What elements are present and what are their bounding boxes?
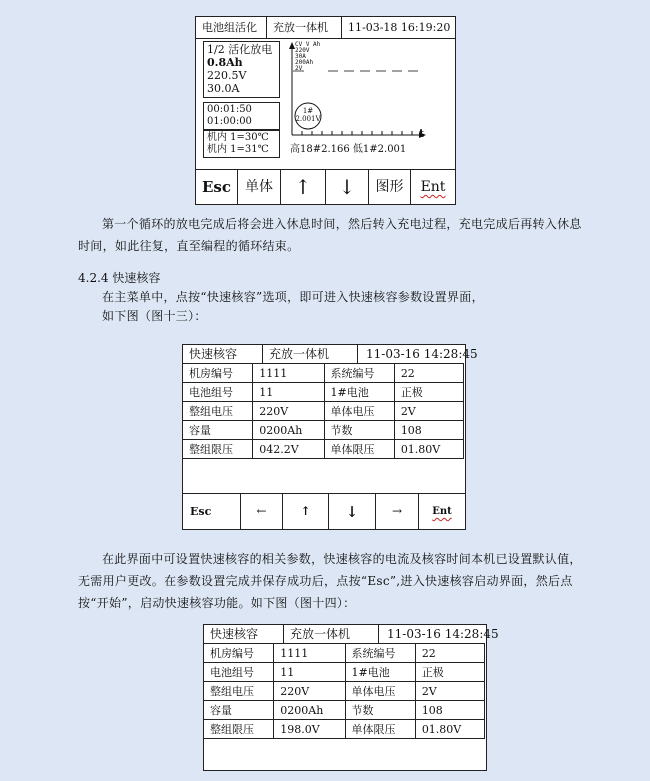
fig12-graph-button[interactable]: 图形 [369, 170, 411, 205]
fig12-time-box [203, 102, 280, 130]
fig12-temp-1: 机内 1=30℃ [207, 132, 269, 143]
fig12-temp-2: 机内 1=31℃ [207, 144, 269, 155]
chart-footer: 高18#2.166 低1#2.001 [290, 144, 407, 155]
fig12-datetime: 11-03-18 16:19:20 [348, 21, 451, 34]
chart-cell-badge [295, 107, 321, 123]
fig13-device-name: 充放一体机 [269, 347, 330, 361]
fig13-capacity-label-2: 节数 [324, 421, 394, 440]
fig14-group-limit-value-1[interactable]: 198.0V [274, 720, 345, 739]
fig13-row-capacity [183, 421, 464, 440]
figure-14-screen [203, 624, 499, 771]
chart-y-labels [295, 42, 320, 72]
fig14-mode-title: 快速核容 [210, 627, 259, 641]
fig12-mode-title: 电池组活化 [196, 17, 267, 38]
fig13-button-bar [183, 493, 465, 530]
chart-cell-badge-id: 1# [302, 107, 314, 115]
fig13-group-limit-value-3[interactable]: 01.80V [394, 440, 463, 459]
fig14-battery-group-value-3[interactable]: 正极 [415, 663, 484, 682]
fig14-row-group-voltage [204, 682, 485, 701]
fig13-room-no-value-1[interactable]: 1111 [253, 364, 324, 383]
fig14-room-no-label-2: 系统编号 [345, 644, 415, 663]
fig13-row-group-limit [183, 440, 464, 459]
paragraph-cycle-description: 第一个循环的放电完成后将会进入休息时间，然后转入充电过程，充电完成后再转入休息时间，如此往复，直至编程的循环结束。 [78, 217, 582, 253]
fig14-group-limit-value-3[interactable]: 01.80V [415, 720, 484, 739]
fig14-capacity-value-1[interactable]: 0200Ah [274, 701, 345, 720]
fig13-left-button[interactable]: ← [241, 494, 283, 530]
fig12-esc-button[interactable]: Esc [196, 170, 238, 205]
paragraph-param-setup: 在此界面中可设置快速核容的相关参数，快速核容的电流及核容时间本机已设置默认值，无需用户更改。在参数设置完成并保存成功后，点按“Esc”,进入快速核容启动界面，然后点按“开始”，启动快速核容功能。如下图（图十四）： [78, 552, 582, 610]
fig14-group-voltage-value-1[interactable]: 220V [274, 682, 345, 701]
fig12-header [196, 17, 455, 39]
chart-cell-badge-voltage: 2.001V [295, 115, 321, 123]
fig13-battery-group-label-0: 电池组号 [183, 383, 253, 402]
fig12-ent-label: Ent [420, 179, 446, 195]
fig14-row-capacity [204, 701, 485, 720]
fig13-ent-label: Ent [432, 506, 452, 517]
fig12-up-button[interactable]: ↑ [281, 170, 326, 205]
chart-y-label-capacity: 200Ah [295, 59, 314, 66]
fig13-group-voltage-value-3[interactable]: 2V [394, 402, 463, 421]
paragraph-fast-capacity-intro: 在主菜单中，点按“快速核容”选项，即可进入快速核容参数设置界面， [102, 290, 484, 304]
fig13-right-button[interactable]: → [376, 494, 419, 530]
section-heading: 4.2.4 快速核容 [78, 271, 161, 285]
fig14-battery-group-label-0: 电池组号 [204, 663, 274, 682]
fig13-up-button[interactable]: ↑ [283, 494, 329, 530]
fig13-room-no-label-2: 系统编号 [324, 364, 394, 383]
fig14-room-no-value-1[interactable]: 1111 [274, 644, 345, 663]
fig12-status-box [203, 41, 280, 98]
fig14-param-table [203, 643, 485, 739]
fig14-room-no-value-3[interactable]: 22 [415, 644, 484, 663]
fig13-group-voltage-label-0: 整组电压 [183, 402, 253, 421]
fig13-room-no-value-3[interactable]: 22 [394, 364, 463, 383]
fig14-header [204, 625, 499, 643]
fig14-row-group-limit [204, 720, 485, 739]
fig12-capacity: 0.8Ah [207, 56, 243, 69]
figure-13-screen [182, 344, 478, 530]
fig12-button-bar [196, 169, 455, 205]
fig14-capacity-value-3[interactable]: 108 [415, 701, 484, 720]
fig13-row-battery-group [183, 383, 464, 402]
chart-y-label-current: 30A [295, 53, 306, 60]
fig13-group-limit-label-0: 整组限压 [183, 440, 253, 459]
fig13-battery-group-value-3[interactable]: 正极 [394, 383, 463, 402]
fig14-battery-group-label-2: 1#电池 [345, 663, 415, 682]
fig13-group-limit-value-1[interactable]: 042.2V [253, 440, 324, 459]
fig14-group-voltage-label-0: 整组电压 [204, 682, 274, 701]
fig12-elapsed-time: 00:01:50 [207, 104, 252, 115]
chart-x-label: t [419, 127, 425, 140]
figure-12-screen [195, 16, 456, 205]
fig12-total-time: 01:00:00 [207, 116, 252, 127]
fig12-cell-button[interactable]: 单体 [238, 170, 281, 205]
chart-y-label-units: CV V Ah [295, 41, 321, 48]
fig14-group-limit-label-0: 整组限压 [204, 720, 274, 739]
fig14-battery-group-value-1[interactable]: 11 [274, 663, 345, 682]
fig14-datetime: 11-03-16 14:28:45 [387, 627, 499, 641]
chart-y-label-cell: 2V [295, 65, 303, 72]
fig13-ent-button[interactable] [419, 494, 465, 530]
fig14-device-name: 充放一体机 [290, 627, 351, 641]
chart-x-ticks [302, 131, 412, 135]
fig13-row-room-no [183, 364, 464, 383]
fig13-room-no-label-0: 机房编号 [183, 364, 253, 383]
fig13-battery-group-label-2: 1#电池 [324, 383, 394, 402]
fig12-voltage: 220.5V [207, 69, 247, 82]
fig13-esc-button[interactable]: Esc [183, 494, 241, 530]
fig13-down-button[interactable]: ↓ [329, 494, 376, 530]
fig13-param-table [182, 363, 464, 459]
fig13-battery-group-value-1[interactable]: 11 [253, 383, 324, 402]
chart-y-label-voltage: 220V [295, 47, 310, 54]
fig13-group-voltage-label-2: 单体电压 [324, 402, 394, 421]
fig12-device-name: 充放一体机 [267, 17, 342, 38]
fig13-capacity-value-1[interactable]: 0200Ah [253, 421, 324, 440]
fig13-datetime: 11-03-16 14:28:45 [366, 347, 478, 361]
fig14-capacity-label-2: 节数 [345, 701, 415, 720]
fig13-header [183, 345, 478, 363]
fig13-capacity-value-3[interactable]: 108 [394, 421, 463, 440]
fig14-group-voltage-label-2: 单体电压 [345, 682, 415, 701]
fig13-row-group-voltage [183, 402, 464, 421]
paragraph-figure13-ref: 如下图（图十三）： [102, 309, 207, 323]
fig12-chart [288, 40, 430, 160]
fig12-step: 1/2 活化放电 [207, 43, 273, 56]
fig12-temp-box [203, 130, 280, 158]
fig13-group-limit-label-2: 单体限压 [324, 440, 394, 459]
fig12-current: 30.0A [207, 82, 240, 95]
fig14-row-battery-group [204, 663, 485, 682]
fig13-mode-title: 快速核容 [189, 347, 238, 361]
fig12-down-button[interactable]: ↓ [326, 170, 369, 205]
fig13-capacity-label-0: 容量 [183, 421, 253, 440]
fig14-row-room-no [204, 644, 485, 663]
fig14-room-no-label-0: 机房编号 [204, 644, 274, 663]
fig12-ent-button[interactable] [411, 170, 455, 205]
fig14-capacity-label-0: 容量 [204, 701, 274, 720]
fig14-group-voltage-value-3[interactable]: 2V [415, 682, 484, 701]
fig13-group-voltage-value-1[interactable]: 220V [253, 402, 324, 421]
fig14-group-limit-label-2: 单体限压 [345, 720, 415, 739]
